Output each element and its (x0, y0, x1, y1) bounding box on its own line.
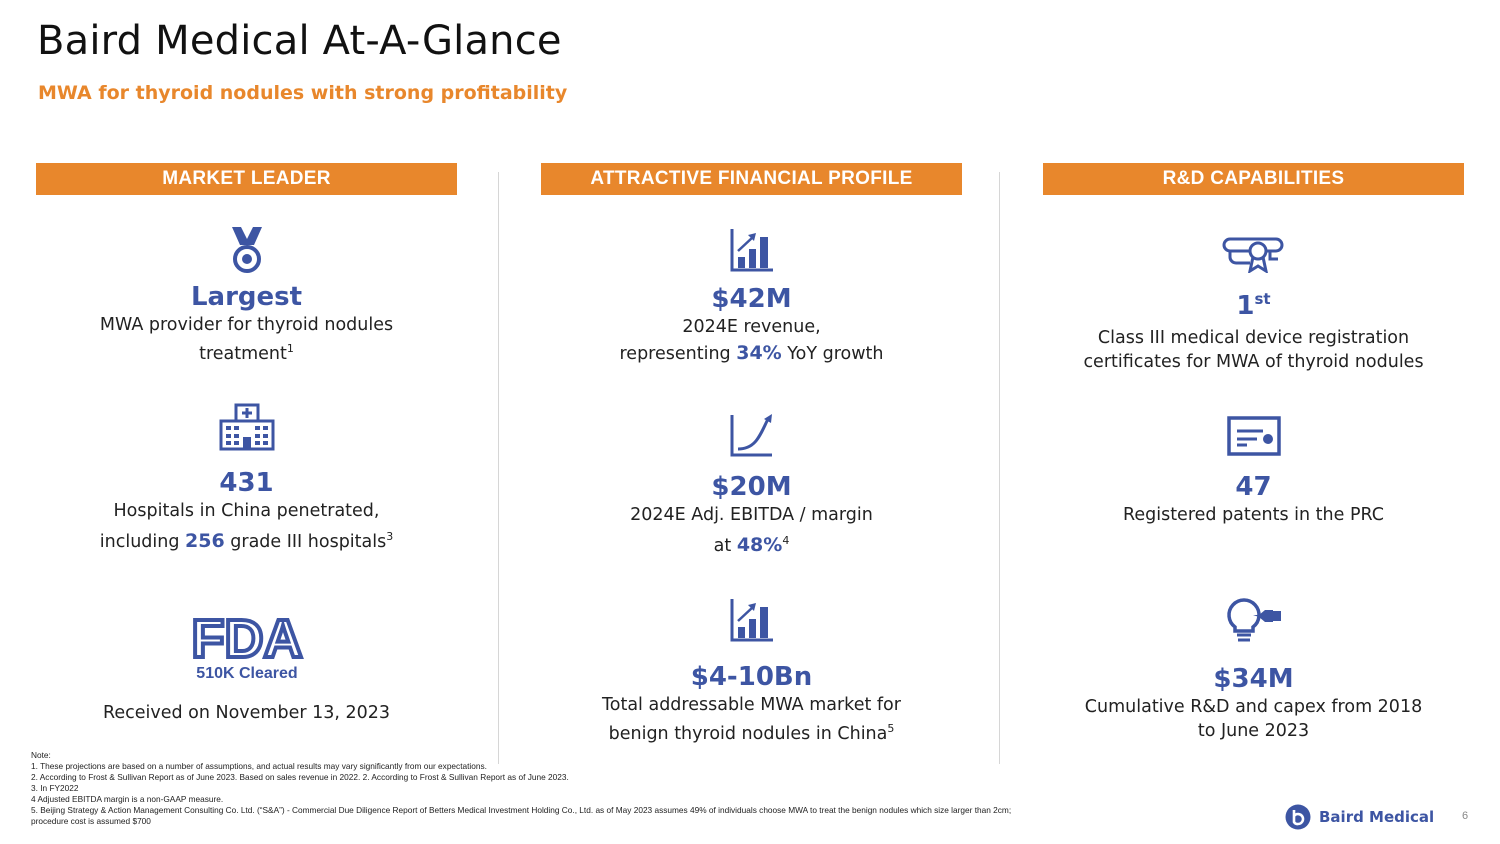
stat-fda (36, 611, 457, 725)
stat-first-certificate (1043, 233, 1464, 374)
page-subtitle: MWA for thyroid nodules with strong profitability (38, 82, 568, 104)
financial-profile-column (541, 163, 962, 763)
footnote-line: procedure cost is assumed $700 (31, 816, 151, 826)
stat-description: Class III medical device registration certificates for MWA of thyroid nodules (1083, 328, 1424, 372)
page-number: 6 (1462, 810, 1469, 822)
footnote-line: Note: (31, 750, 51, 760)
stat-ebitda (541, 411, 962, 558)
stat-description: Cumulative R&D and capex from 2018 to June 2023 (1084, 697, 1423, 741)
stat-description: Received on November 13, 2023 (102, 703, 391, 723)
stat-description: 2024E revenue, representing 34% YoY growth (619, 317, 884, 364)
bar-chart-up-icon (729, 597, 775, 643)
column-divider (498, 172, 499, 764)
stat-largest (36, 225, 457, 366)
stat-patents (1043, 415, 1464, 527)
stat-value: 431 (219, 468, 274, 498)
rd-capabilities-column (1043, 163, 1464, 763)
stat-tam (541, 597, 962, 746)
stat-hospitals (36, 403, 457, 554)
growth-curve-icon (728, 411, 776, 459)
svg-text:510K Cleared: 510K Cleared (195, 665, 298, 682)
stat-value: $34M (1213, 664, 1294, 694)
stat-value: $4-10Bn (690, 662, 813, 692)
hospital-icon (218, 403, 276, 453)
footnote-line: 1. These projections are based on a number of assumptions, and actual results may vary significantly from our expectations. (31, 761, 487, 771)
stat-description: Hospitals in China penetrated, including 256 grade III hospitals$^3$ (99, 501, 394, 552)
svg-text:FDA: FDA (191, 611, 302, 669)
lightbulb-icon (1223, 595, 1285, 645)
page-title: Baird Medical At-A-Glance (37, 18, 562, 64)
financial-profile-header: ATTRACTIVE FINANCIAL PROFILE (541, 163, 962, 195)
certificate-scroll-icon (1222, 233, 1286, 273)
patent-document-icon (1226, 415, 1282, 457)
footnote-line: 5. Beijing Strategy & Action Management Consulting Co. Ltd. (“S&A”) - Commercial Due Diligence Report of Betters Medical Investment Holding Co., Ltd. as of May 2023 assumes 49% of individuals choose MWA to treat the benign nodules which size larger than 2cm; (31, 805, 1012, 815)
footnote-line: 3. In FY2022 (31, 783, 79, 793)
brand-logo (1285, 803, 1434, 831)
column-divider (999, 172, 1000, 764)
stat-description: Registered patents in the PRC (1122, 505, 1385, 525)
stat-value: Largest (190, 282, 303, 312)
stat-value: $20M (711, 472, 792, 502)
medal-icon (230, 225, 264, 275)
stat-value: $42M (711, 284, 792, 314)
stat-rd-spend (1043, 595, 1464, 743)
market-leader-column (36, 163, 457, 763)
bar-chart-up-icon (729, 227, 775, 273)
stat-description: 2024E Adj. EBITDA / margin at 48%$^4$ (630, 505, 873, 556)
footnote-line: 2. According to Frost & Sullivan Report as of June 2023. Based on sales revenue in 2022. 2. According to Frost & Sullivan Report as of June 2023. (31, 772, 569, 782)
footnotes (31, 750, 1291, 827)
brand-name: Baird Medical (1319, 808, 1435, 826)
footnote-line: 4 Adjusted EBITDA margin is a non-GAAP measure. (31, 794, 224, 804)
fda-logo (185, 611, 309, 683)
stat-description: Total addressable MWA market for benign thyroid nodules in China$^5$ (602, 695, 901, 744)
rd-capabilities-header: R&D CAPABILITIES (1043, 163, 1464, 195)
stat-value: 1st (1236, 290, 1271, 321)
baird-logo-icon (1285, 804, 1311, 830)
stat-value: 47 (1235, 472, 1272, 502)
stat-revenue (541, 227, 962, 366)
market-leader-header: MARKET LEADER (36, 163, 457, 195)
stat-description: MWA provider for thyroid nodules treatment$^1$ (99, 315, 394, 364)
